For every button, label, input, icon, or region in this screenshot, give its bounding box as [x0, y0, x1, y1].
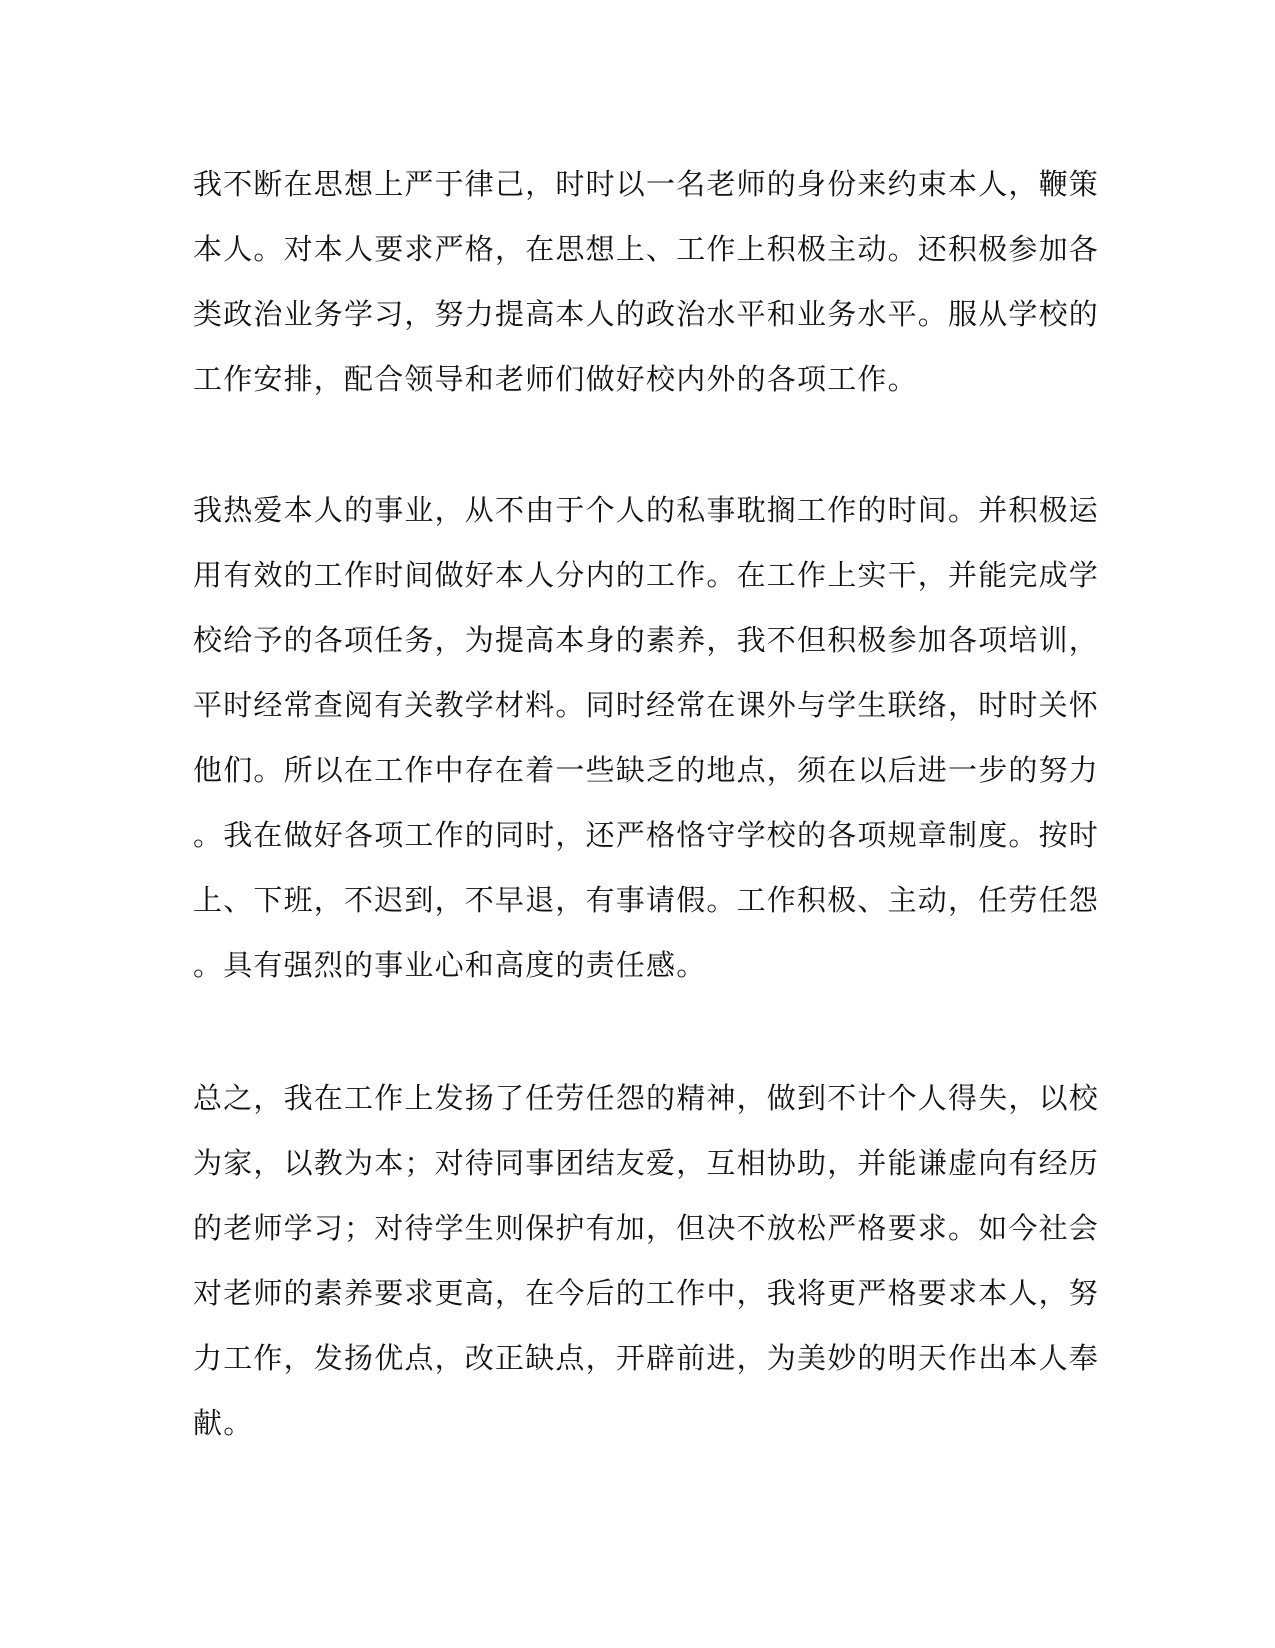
paragraph-1	[193, 152, 1100, 412]
text-line: 。具有强烈的事业心和高度的责任感。	[193, 948, 707, 982]
text-line: 的老师学习；对待学生则保护有加，但决不放松严格要求。如今社会	[193, 1211, 1100, 1245]
text-line: 对老师的素养要求更高，在今后的工作中，我将更严格要求本人，努	[193, 1276, 1100, 1310]
text-line: 工作安排，配合领导和老师们做好校内外的各项工作。	[193, 362, 918, 396]
text-line: 献。	[193, 1406, 254, 1440]
text-line: 本人。对本人要求严格，在思想上、工作上积极主动。还积极参加各	[193, 232, 1100, 266]
text-line: 平时经常查阅有关教学材料。同时经常在课外与学生联络，时时关怀	[193, 688, 1100, 722]
text-line: 他们。所以在工作中存在着一些缺乏的地点，须在以后进一步的努力	[193, 753, 1100, 787]
paragraph-3	[193, 1066, 1100, 1456]
text-line: 校给予的各项任务，为提高本身的素养，我不但积极参加各项培训，	[193, 623, 1100, 657]
text-line: 我不断在思想上严于律己，时时以一名老师的身份来约束本人，鞭策	[193, 167, 1100, 201]
text-line: 用有效的工作时间做好本人分内的工作。在工作上实干，并能完成学	[193, 558, 1100, 592]
text-line: 上、下班，不迟到，不早退，有事请假。工作积极、主动，任劳任怨	[193, 883, 1100, 917]
text-line: 类政治业务学习，努力提高本人的政治水平和业务水平。服从学校的	[193, 297, 1100, 331]
text-line: 为家，以教为本；对待同事团结友爱，互相协助，并能谦虚向有经历	[193, 1146, 1100, 1180]
text-line: 。我在做好各项工作的同时，还严格恪守学校的各项规章制度。按时	[193, 818, 1100, 852]
text-line: 力工作，发扬优点，改正缺点，开辟前进，为美妙的明天作出本人奉	[193, 1341, 1100, 1375]
text-line: 总之，我在工作上发扬了任劳任怨的精神，做到不计个人得失，以校	[193, 1081, 1100, 1115]
text-line: 我热爱本人的事业，从不由于个人的私事耽搁工作的时间。并积极运	[193, 493, 1100, 527]
paragraph-2	[193, 478, 1100, 998]
